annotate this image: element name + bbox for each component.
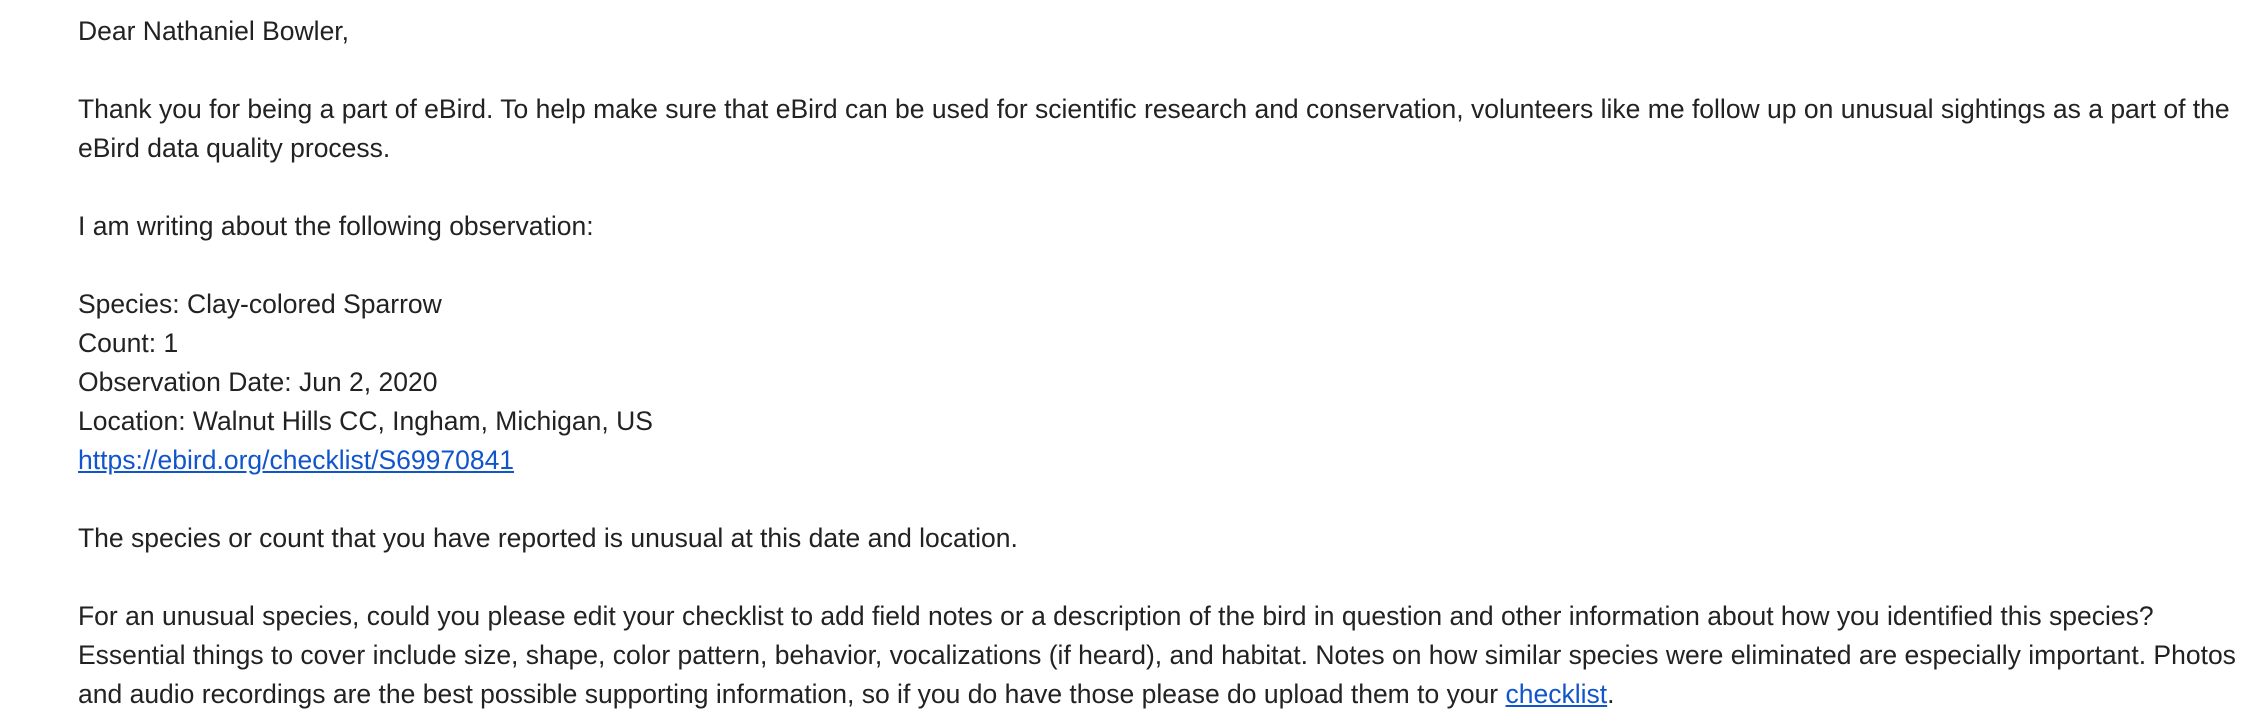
checklist-link[interactable]: checklist (1505, 679, 1608, 709)
location-line: Location: Walnut Hills CC, Ingham, Michigan, US (78, 406, 653, 436)
writing-about-paragraph: I am writing about the following observation: (78, 211, 594, 241)
request-end: . (1607, 679, 1615, 709)
request-text: For an unusual species, could you please edit your checklist to add field notes or a description of the bird in question and other information about how you identified this species? Essential things to cover include size, shape, color pattern, behavior, vocalizations (if heard), and habitat. Notes on how similar species were eliminated are especially important. Photos and audio recordings are the best possible supporting information, so if you do have those please do upload them to your (78, 601, 2236, 709)
intro-paragraph: Thank you for being a part of eBird. To help make sure that eBird can be used for scientific research and conservation, volunteers like me follow up on unusual sightings as a part of the eBird data quality process. (78, 94, 2230, 163)
email-body (78, 12, 2248, 714)
greeting: Dear Nathaniel Bowler, (78, 16, 350, 46)
species-line: Species: Clay-colored Sparrow (78, 289, 442, 319)
request-paragraph (78, 597, 2248, 714)
date-line: Observation Date: Jun 2, 2020 (78, 367, 438, 397)
observation-details (78, 285, 2248, 480)
count-line: Count: 1 (78, 328, 179, 358)
checklist-url-link[interactable]: https://ebird.org/checklist/S69970841 (78, 445, 515, 475)
unusual-note-paragraph: The species or count that you have reported is unusual at this date and location. (78, 523, 1018, 553)
